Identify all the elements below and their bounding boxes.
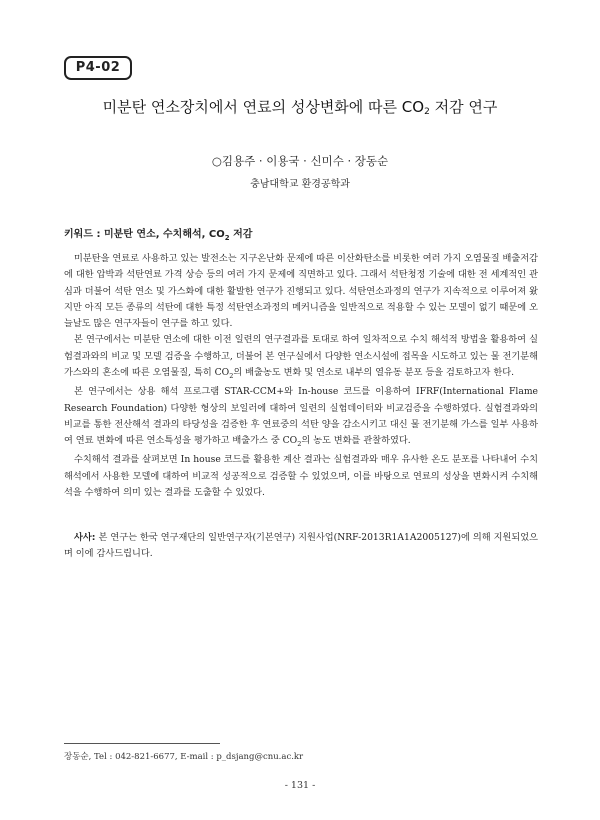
paragraph-3-pre: 본 연구에서는 상용 해석 프로그램 STAR-CCM+와 In-house 코드를 이용하여 IFRF(International Flame Research Foundation) 다양한 형상의 보일러에 대하여 일련의 실험데이터와 비교검증을 수행하였다. 실험결과와의 비교를 통한 전산해석 결과의 타당성을 검증한 후 연료중의 석탄 양을 감소시키고 대신 물 전기분해 가스를 일부 사용하여 연료 변화에 따른 연소특성을 평가하고 배출가스 중 CO xyxy=(64,386,538,447)
paragraph-3 xyxy=(64,384,538,452)
paragraph-4: 수치해석 결과를 살펴보면 In house 코드를 활용한 계산 결과는 실험결과와 매우 유사한 온도 분포를 나타내어 수치해석에서 사용한 모델에 대하여 비교적 성공적으로 검증할 수 있었으며, 이를 바탕으로 연료의 성상을 변화시켜 수치해석을 수행하여 의미 있는 결과를 도출할 수 있었다. xyxy=(64,454,538,498)
abstract-body xyxy=(64,251,538,501)
page-number: - 131 - xyxy=(284,780,316,791)
title-text-pre: 미분탄 연소장치에서 연료의 성상변화에 따른 CO xyxy=(102,98,425,116)
paragraph-1: 미분탄을 연료로 사용하고 있는 발전소는 지구온난화 문제에 따른 이산화탄소를 비롯한 여러 가지 오염물질 배출저감에 대한 압박과 석탄연료 가격 상승 등의 여러 가지 문제에 직면하고 있다. 그래서 석탄청정 기술에 대한 전 세계적인 관심과 더불어 석탄 연소 및 가스화에 대한 활발한 연구가 진행되고 있다. 석탄연소과정의 연구가 지속적으로 이루어져 왔지만 아직 모든 종류의 석탄에 대한 특정 석탄연소과정의 메커니즘을 일반적으로 적용할 수 있는 모델이 없기 때문에 오늘날도 많은 연구자들이 연구를 하고 있다. xyxy=(64,253,538,330)
paper-code-badge: P4-02 xyxy=(64,56,132,80)
title-subscript: 2 xyxy=(424,107,430,117)
acknowledgment xyxy=(64,530,538,563)
acknowledgment-text: 본 연구는 한국 연구재단의 일반연구자(기본연구) 지원사업(NRF-2013R1A1A2005127)에 의해 지원되었으며 이에 감사드립니다. xyxy=(64,532,538,560)
paragraph-2-post: 의 배출농도 변화 및 연소로 내부의 열유동 분포 등을 검토하고자 한다. xyxy=(233,367,514,379)
author-list: ○김용주 · 이용국 · 신미수 · 장동순 xyxy=(211,154,389,168)
acknowledgment-label: 사사: xyxy=(74,532,96,543)
paragraph-2-pre: 본 연구에서는 미분탄 연소에 대한 이전 일련의 연구결과를 토대로 하여 일차적으로 수치 해석적 방법을 활용하여 실험결과와의 비교 및 모델 검증을 수행하고, 더불어 본 연구실에서 다양한 연소시설에 접목을 시도하고 있는 물 전기분해 가스와의 혼소에 따른 오염물질, 특히 CO xyxy=(64,334,538,379)
title-text-post: 저감 연구 xyxy=(429,98,498,116)
footnote: 장동순, Tel : 042-821-6677, E-mail : p_dsjang@cnu.ac.kr xyxy=(64,752,304,762)
keywords-text-pre: 키워드 : 미분탄 연소, 수치해석, CO xyxy=(64,229,225,240)
keywords-subscript: 2 xyxy=(224,234,230,242)
paragraph-3-subscript: 2 xyxy=(297,439,302,448)
paper-title xyxy=(0,96,600,123)
footnote-divider xyxy=(64,743,220,744)
affiliation: 충남대학교 환경공학과 xyxy=(250,179,350,190)
keywords-line xyxy=(64,227,544,246)
paragraph-2 xyxy=(64,332,538,384)
paragraph-3-post: 의 농도 변화를 관찰하였다. xyxy=(301,435,411,447)
keywords-text-post: 저감 xyxy=(229,229,253,240)
paragraph-2-subscript: 2 xyxy=(229,371,234,380)
